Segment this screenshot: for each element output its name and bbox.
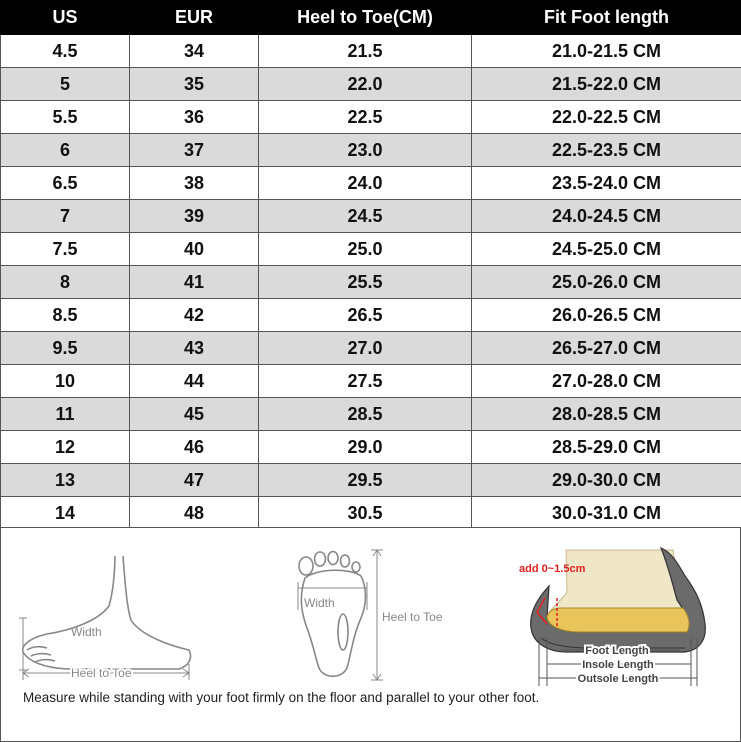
cell-heel-to-toe: 24.5 xyxy=(259,200,472,233)
cell-us-size: 8 xyxy=(1,266,130,299)
cell-fit-foot-length: 26.0-26.5 CM xyxy=(472,299,741,332)
cell-eur-size: 43 xyxy=(130,332,259,365)
cell-us-size: 13 xyxy=(1,464,130,497)
cell-fit-foot-length: 22.0-22.5 CM xyxy=(472,101,741,134)
cell-fit-foot-length: 28.5-29.0 CM xyxy=(472,431,741,464)
cell-us-size: 5 xyxy=(1,68,130,101)
cell-fit-foot-length: 26.5-27.0 CM xyxy=(472,332,741,365)
cell-heel-to-toe: 24.0 xyxy=(259,167,472,200)
cell-us-size: 9.5 xyxy=(1,332,130,365)
cell-eur-size: 34 xyxy=(130,35,259,68)
cell-heel-to-toe: 27.5 xyxy=(259,365,472,398)
cell-us-size: 8.5 xyxy=(1,299,130,332)
table-row xyxy=(1,332,741,365)
cell-eur-size: 48 xyxy=(130,497,259,530)
header-fit-foot-length: Fit Foot length xyxy=(472,1,741,35)
cell-eur-size: 37 xyxy=(130,134,259,167)
cell-heel-to-toe: 22.0 xyxy=(259,68,472,101)
table-row xyxy=(1,200,741,233)
cell-eur-size: 45 xyxy=(130,398,259,431)
cell-fit-foot-length: 27.0-28.0 CM xyxy=(472,365,741,398)
header-row xyxy=(1,1,741,35)
cell-fit-foot-length: 21.5-22.0 CM xyxy=(472,68,741,101)
cell-eur-size: 36 xyxy=(130,101,259,134)
cell-heel-to-toe: 26.5 xyxy=(259,299,472,332)
cell-heel-to-toe: 29.0 xyxy=(259,431,472,464)
cell-eur-size: 47 xyxy=(130,464,259,497)
sole-width-label: Width xyxy=(304,596,335,610)
table-row xyxy=(1,431,741,464)
cell-us-size: 12 xyxy=(1,431,130,464)
cell-us-size: 4.5 xyxy=(1,35,130,68)
cell-heel-to-toe: 22.5 xyxy=(259,101,472,134)
table-row xyxy=(1,398,741,431)
cell-us-size: 10 xyxy=(1,365,130,398)
header-heel-to-toe: Heel to Toe(CM) xyxy=(259,1,472,35)
shoe-add-label: add 0~1.5cm xyxy=(519,563,586,575)
cell-us-size: 11 xyxy=(1,398,130,431)
size-table-body xyxy=(1,35,741,530)
insole-length-label: Insole Length xyxy=(582,659,654,671)
sole-length-label: Heel to Toe xyxy=(382,610,443,624)
outsole-length-label: Outsole Length xyxy=(577,673,659,685)
cell-heel-to-toe: 30.5 xyxy=(259,497,472,530)
cell-fit-foot-length: 22.5-23.5 CM xyxy=(472,134,741,167)
cell-us-size: 7 xyxy=(1,200,130,233)
cell-heel-to-toe: 29.5 xyxy=(259,464,472,497)
table-row xyxy=(1,233,741,266)
table-row xyxy=(1,365,741,398)
cell-eur-size: 40 xyxy=(130,233,259,266)
cell-us-size: 5.5 xyxy=(1,101,130,134)
cell-heel-to-toe: 28.5 xyxy=(259,398,472,431)
table-row xyxy=(1,35,741,68)
header-us: US xyxy=(1,1,130,35)
cell-us-size: 14 xyxy=(1,497,130,530)
cell-fit-foot-length: 24.0-24.5 CM xyxy=(472,200,741,233)
table-row xyxy=(1,464,741,497)
table-row xyxy=(1,299,741,332)
side-foot-icon xyxy=(23,556,191,669)
sole-foot-icon xyxy=(299,552,366,677)
table-row xyxy=(1,134,741,167)
cell-heel-to-toe: 25.5 xyxy=(259,266,472,299)
cell-eur-size: 44 xyxy=(130,365,259,398)
cell-heel-to-toe: 21.5 xyxy=(259,35,472,68)
header-eur: EUR xyxy=(130,1,259,35)
side-length-label: Heel to Toe xyxy=(71,666,132,680)
table-row xyxy=(1,167,741,200)
cell-fit-foot-length: 29.0-30.0 CM xyxy=(472,464,741,497)
table-row xyxy=(1,266,741,299)
cell-heel-to-toe: 23.0 xyxy=(259,134,472,167)
cell-eur-size: 38 xyxy=(130,167,259,200)
cell-eur-size: 35 xyxy=(130,68,259,101)
table-row xyxy=(1,497,741,530)
cell-eur-size: 39 xyxy=(130,200,259,233)
cell-eur-size: 42 xyxy=(130,299,259,332)
table-row xyxy=(1,101,741,134)
cell-heel-to-toe: 25.0 xyxy=(259,233,472,266)
cell-fit-foot-length: 28.0-28.5 CM xyxy=(472,398,741,431)
cell-us-size: 7.5 xyxy=(1,233,130,266)
cell-fit-foot-length: 24.5-25.0 CM xyxy=(472,233,741,266)
measurement-illustration-panel xyxy=(0,527,741,742)
cell-us-size: 6 xyxy=(1,134,130,167)
cell-fit-foot-length: 25.0-26.0 CM xyxy=(472,266,741,299)
table-row xyxy=(1,68,741,101)
cell-fit-foot-length: 23.5-24.0 CM xyxy=(472,167,741,200)
cell-heel-to-toe: 27.0 xyxy=(259,332,472,365)
measurement-caption: Measure while standing with your foot firmly on the floor and parallel to your other foot. xyxy=(23,690,540,705)
foot-length-label: Foot Length xyxy=(585,645,649,657)
cell-eur-size: 41 xyxy=(130,266,259,299)
side-width-label: Width xyxy=(71,625,102,639)
cell-fit-foot-length: 30.0-31.0 CM xyxy=(472,497,741,530)
cell-eur-size: 46 xyxy=(130,431,259,464)
cell-fit-foot-length: 21.0-21.5 CM xyxy=(472,35,741,68)
cell-us-size: 6.5 xyxy=(1,167,130,200)
